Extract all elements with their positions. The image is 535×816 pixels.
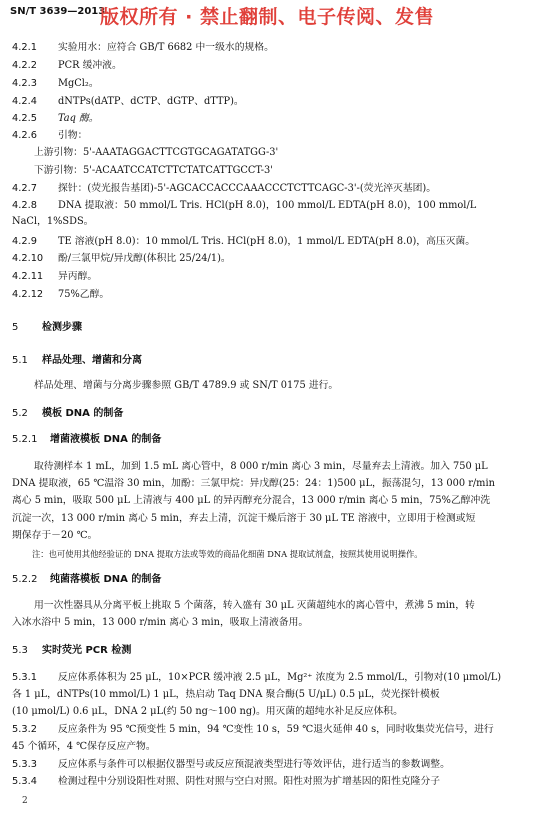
reagent-item: 4.2.8 DNA 提取液：50 mmol/L Tris. HCl(pH 8.0)，100 mmol/L EDTA(pH 8.0)，100 mmol/L bbox=[12, 200, 477, 211]
paragraph-line: 5.3.1 反应体系体积为 25 μL，10×PCR 缓冲液 2.5 μL，Mg²⁺ 浓度为 2.5 mmol/L，引物对(10 μmol/L) bbox=[12, 672, 502, 683]
primer-downstream: 下游引物：5'-ACAATCCATCTTCTATCATTGCCT-3' bbox=[34, 165, 273, 176]
reagent-item: 4.2.4 dNTPs(dATP、dCTP、dGTP、dTTP)。 bbox=[12, 96, 244, 107]
reagent-item: 4.2.12 75%乙醇。 bbox=[12, 289, 110, 300]
paragraph-line: 各 1 μL，dNTPs(10 mmol/L) 1 μL，热启动 Taq DNA 聚合酶(5 U/μL) 0.5 μL，荧光探针模板 bbox=[12, 689, 440, 700]
reagent-item: 4.2.9 TE 溶液(pH 8.0)：10 mmol/L Tris. HCl(pH 8.0)，1 mmol/L EDTA(pH 8.0)，高压灭菌。 bbox=[12, 236, 476, 247]
watermark: 版权所有 · 禁止翻制、电子传阅、发售 bbox=[100, 6, 434, 28]
reagent-item: 4.2.1 实验用水：应符合 GB/T 6682 中一级水的规格。 bbox=[12, 42, 274, 53]
doc-header-code: SN/T 3639—2013 bbox=[10, 6, 106, 17]
subsubsection-heading: 5.2.2 纯菌落模板 DNA 的制备 bbox=[12, 574, 162, 585]
section-heading: 5 检测步骤 bbox=[12, 322, 82, 333]
reagent-item: 4.2.2 PCR 缓冲液。 bbox=[12, 60, 122, 71]
reagent-item-cont: NaCl，1%SDS。 bbox=[12, 216, 94, 227]
paragraph-line: 期保存于－20 ℃。 bbox=[12, 530, 98, 541]
paragraph-line: 入冰水浴中 5 min，13 000 r/min 离心 3 min，吸取上清液备用。 bbox=[12, 617, 309, 628]
page-number: 2 bbox=[22, 796, 28, 806]
paragraph-line: 沉淀一次，13 000 r/min 离心 5 min，弃去上清，沉淀干燥后溶于 30 μL TE 溶液中，立即用于检测或短 bbox=[12, 513, 476, 524]
reagent-item: 4.2.3 MgCl₂。 bbox=[12, 78, 99, 89]
paragraph: 样品处理、增菌与分离步骤参照 GB/T 4789.9 或 SN/T 0175 进行。 bbox=[34, 380, 339, 391]
reagent-item: 4.2.6 引物： bbox=[12, 130, 88, 141]
reagent-item: 4.2.5 Taq 酶。 bbox=[12, 113, 99, 124]
paragraph-line: DNA 提取液，65 ℃温浴 30 min，加酚：三氯甲烷：异戊醇(25：24：1)500 μL，振荡混匀，13 000 r/min bbox=[12, 478, 495, 489]
subsubsection-heading: 5.2.1 增菌液模板 DNA 的制备 bbox=[12, 434, 162, 445]
paragraph-line: (10 μmol/L) 0.6 μL，DNA 2 μL(约 50 ng～100 ng)。用灭菌的超纯水补足反应体积。 bbox=[12, 706, 403, 717]
paragraph-line: 用一次性器具从分离平板上挑取 5 个菌落，转入盛有 30 μL 灭菌超纯水的离心管中，煮沸 5 min，转 bbox=[34, 600, 475, 611]
reagent-item: 4.2.11 异丙醇。 bbox=[12, 271, 98, 282]
subsection-heading: 5.1 样品处理、增菌和分离 bbox=[12, 355, 142, 366]
reagent-item: 4.2.10 酚/三氯甲烷/异戊醇(体积比 25/24/1)。 bbox=[12, 253, 231, 264]
note: 注：也可使用其他经验证的 DNA 提取方法或等效的商品化细菌 DNA 提取试剂盒，按照其使用说明操作。 bbox=[32, 549, 423, 559]
paragraph-line: 5.3.4 检测过程中分别设阳性对照、阴性对照与空白对照。阳性对照为扩增基因的阳性克隆分子 bbox=[12, 776, 441, 787]
primer-upstream: 上游引物：5'-AAATAGGACTTCGTGCAGATATGG-3' bbox=[34, 147, 279, 158]
paragraph-line: 45 个循环，4 ℃保存反应产物。 bbox=[12, 741, 156, 752]
subsection-heading: 5.3 实时荧光 PCR 检测 bbox=[12, 645, 132, 656]
paragraph-line: 5.3.2 反应条件为 95 ℃预变性 5 min，94 ℃变性 10 s，59 ℃退火延伸 40 s，同时收集荧光信号，进行 bbox=[12, 724, 494, 735]
subsection-heading: 5.2 模板 DNA 的制备 bbox=[12, 408, 124, 419]
paragraph-line: 离心 5 min，吸取 500 μL 上清液与 400 μL 的异丙醇充分混合，13 000 r/min 离心 5 min，75%乙醇冲洗 bbox=[12, 495, 491, 506]
paragraph-line: 5.3.3 反应体系与条件可以根据仪器型号或反应预混液类型进行等效评估，进行适当的参数调整。 bbox=[12, 759, 450, 770]
reagent-item: 4.2.7 探针：(荧光报告基团)-5'-AGCACCACCCAAACCCTCTTCAGC-3'-(荧光淬灭基团)。 bbox=[12, 183, 437, 194]
paragraph-line: 取待测样本 1 mL，加到 1.5 mL 离心管中，8 000 r/min 离心 3 min，尽量弃去上清液。加入 750 μL bbox=[34, 461, 488, 472]
